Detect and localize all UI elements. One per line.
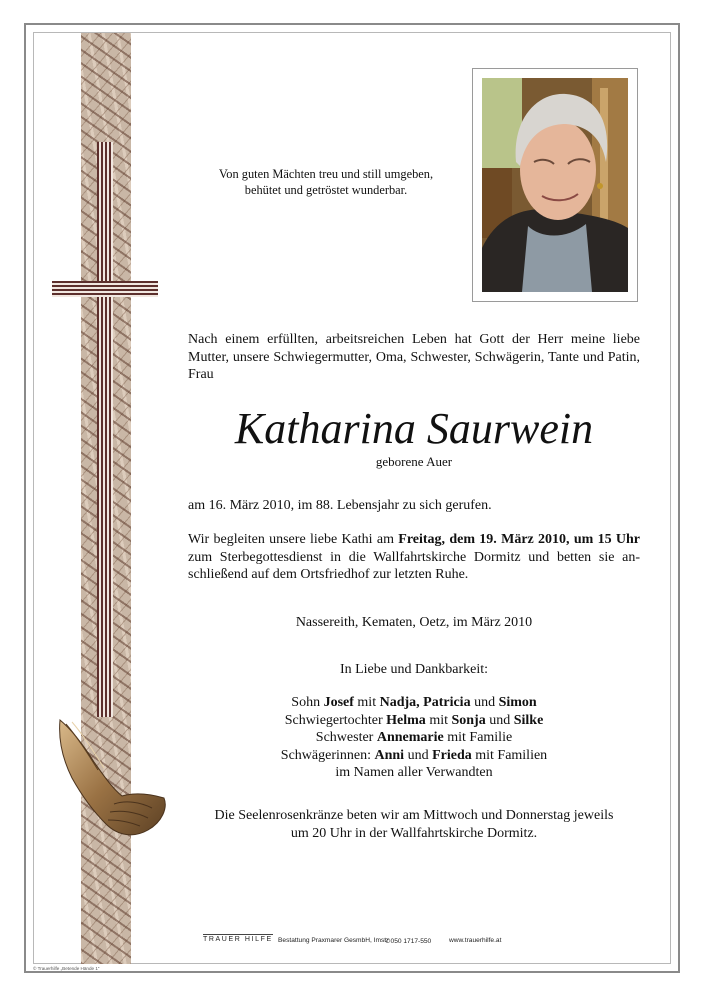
praying-hands-icon — [52, 712, 170, 844]
family-line-sister: Schwester Annemarie mit Familie — [315, 730, 513, 745]
family-line-relatives: im Namen aller Verwandten — [335, 765, 493, 780]
portrait-photo — [482, 78, 628, 292]
family-line-daughter-in-law: Schwiegertochter Helma mit Sonja und Silke — [284, 712, 544, 728]
family-line-son: Sohn Josef mit Nadja, Patricia und Simon — [291, 695, 537, 710]
service-date: Freitag, dem 19. März 2010, um 15 Uhr — [398, 532, 641, 547]
intro-text: Nach einem erfüllten, arbeitsreichen Leben hat Gott der Herr meine liebe Mutter, unsere Schwiegermutter, Oma, Schwester, Schwägerin, Tante und Patin, Frau — [188, 332, 640, 382]
footer-website: www.trauerhilfe.at — [449, 937, 502, 944]
family-line-sisters-in-law: Schwägerinnen: Anni und Frieda mit Familien — [280, 747, 548, 763]
thanks-heading: In Liebe und Dankbarkeit: — [339, 662, 489, 677]
deceased-name: Katharina Saurwein — [234, 404, 594, 453]
trauerhilfe-logo: TRAUER HILFE — [203, 936, 273, 943]
quote — [188, 166, 464, 198]
death-text: am 16. März 2010, im 88. Lebensjahr zu sich gerufen. — [188, 498, 492, 513]
quote-line-1: Von guten Mächten treu und still umgeben, — [218, 167, 434, 181]
service-post: zum Sterbegottesdienst in die Wallfahrtskirche Dormitz und betten sie anschließend auf dem Ortsfriedhof zur letzten Ruhe. — [188, 549, 640, 582]
footer-phone: ✆050 1717-550 — [385, 938, 432, 945]
footer-company: Bestattung Praxmarer GesmbH, Imst — [278, 937, 387, 944]
place-date: Nassereith, Kematen, Oetz, im März 2010 — [295, 615, 533, 630]
cross-horizontal-beam — [52, 281, 158, 297]
rosary-line-1: Die Seelenrosenkränze beten wir am Mittwoch und Donnerstag jeweils — [214, 808, 614, 823]
footer — [203, 933, 533, 949]
rosary-line-2: um 20 Uhr in der Wallfahrtskirche Dormitz. — [290, 825, 538, 841]
service-text — [188, 531, 640, 584]
cross-vertical-beam — [97, 142, 113, 717]
service-pre: Wir begleiten unsere liebe Kathi am — [188, 532, 399, 547]
quote-line-2: behütet und getröstet wunderbar. — [244, 183, 408, 197]
birth-name: geborene Auer — [375, 454, 453, 469]
rosary-text — [188, 807, 640, 842]
copyright-note: © Trauerhilfe „Betende Hände 1“ — [33, 966, 100, 971]
family-list — [188, 694, 640, 782]
